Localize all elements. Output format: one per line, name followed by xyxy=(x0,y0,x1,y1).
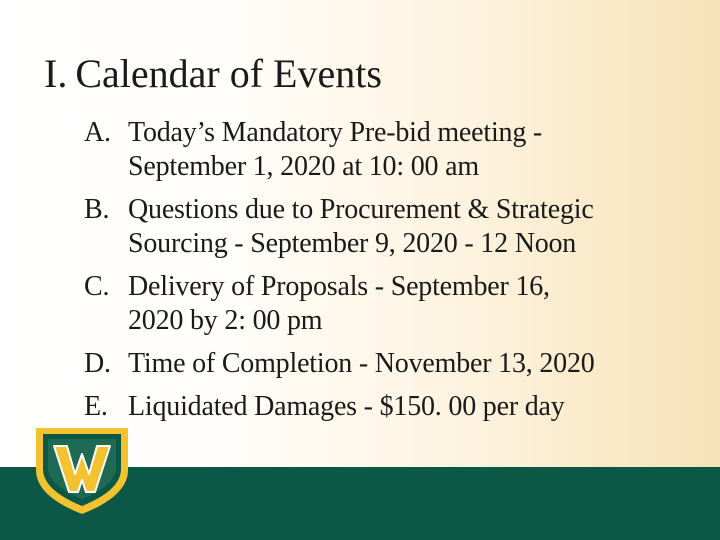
list-marker: A. xyxy=(84,117,111,148)
list-marker: D. xyxy=(84,348,111,379)
list-item xyxy=(84,390,684,424)
slide-title xyxy=(44,52,382,96)
wayne-state-w-shield-icon xyxy=(34,422,130,516)
title-number: I. xyxy=(44,51,68,96)
list-item-text: Delivery of Proposals - September 16, xyxy=(128,271,550,302)
title-text: Calendar of Events xyxy=(75,51,382,96)
list-item-text: Today’s Mandatory Pre-bid meeting - xyxy=(128,117,543,148)
events-list xyxy=(84,116,684,433)
list-item xyxy=(84,347,684,381)
list-item-text: September 1, 2020 at 10: 00 am xyxy=(128,151,479,182)
list-item-text: Questions due to Procurement & Strategic xyxy=(128,194,594,225)
list-marker: E. xyxy=(84,391,108,422)
list-item xyxy=(84,193,684,261)
list-item xyxy=(84,270,684,338)
list-item-text: Liquidated Damages - $150. 00 per day xyxy=(128,391,565,422)
list-marker: C. xyxy=(84,271,110,302)
list-item xyxy=(84,116,684,184)
list-item-text: 2020 by 2: 00 pm xyxy=(128,305,323,336)
list-item-text: Sourcing - September 9, 2020 - 12 Noon xyxy=(128,228,577,259)
list-item-text: Time of Completion - November 13, 2020 xyxy=(128,348,595,379)
list-marker: B. xyxy=(84,194,110,225)
